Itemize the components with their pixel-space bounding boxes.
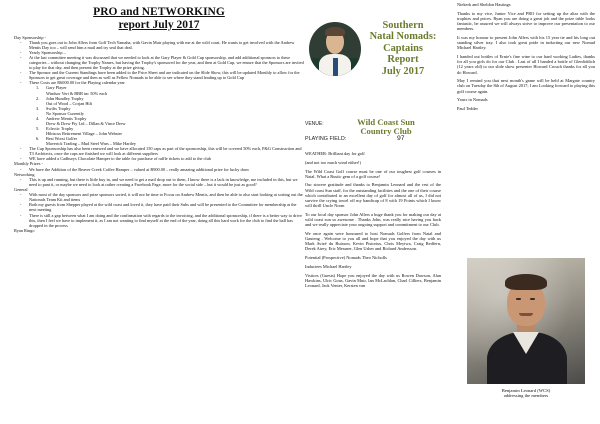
photo-caption — [457, 388, 595, 399]
paragraph: Inductees Michael Hartley — [305, 263, 352, 269]
paragraph: WEATHER: Brilliant day for golf — [305, 151, 365, 156]
pro-networking-report — [14, 6, 304, 420]
paragraph: Yours in Nomads — [457, 97, 488, 103]
report-text-continued — [457, 2, 595, 111]
venue-name-line: Wild Coast Sun — [357, 117, 415, 127]
paragraph: Visitors (Guests) Hope you enjoyed the day with us Rowen Dawson, Alan Hawkins, Ulric Gous, Gavin Muir, Ian McLachlan, Charl Cilliers, Benjamin Leonard, Jack Venter, Kersten van — [305, 272, 441, 288]
trophy-item: 5. Eclectic Trophy Hibiscus Retirement Village – John Webster — [36, 125, 122, 136]
day-sponsorship-section — [14, 35, 304, 161]
report-title — [14, 6, 304, 31]
caption-line: addressing the members — [503, 393, 549, 399]
venue-name-line: Country Club — [360, 126, 412, 137]
paragraph: Our sincere gratitude and thanks to Benjamin Leonard and the rest of the Wild coast Sun staff, for the outstanding facilities and the one of their course which contributed to an excellent day of golf for almost all of us, I did not survive the crying towel off my handicap of 8 with 19 Points which I know will thrill Uncle Norm — [305, 182, 441, 209]
list-item: - With most of the day sponsors and prize sponsors sorted, it will not be time to Focus on Andrew Mentis, and then be able to also start looking at sorting out the Nationals Team Kit and items — [20, 192, 304, 202]
captains-report-heading — [365, 20, 441, 77]
trophy-item: 1. Gary Player Windsor Vert & BBB inc 50% each — [36, 85, 108, 96]
list-item: - This is up and running, but there is little buy in, and we need to get a mail drop out to them, I know there is a lack in knowledge, me included in this, but we need to pant it, or maybe we need to look at rather creating a Facebook Page, more for the social side – but it would be just as good? — [20, 177, 304, 187]
caption-line: Benjamin Leonard (WCS) — [501, 388, 551, 393]
list-item: - The Cup Sponsorship has also been renewed and we have allocated 150 caps as part of the sponsorship, this will be covered 50% each, P&G Construction and T3 Architects, once the caps are finished we will look at different suppliers — [20, 146, 304, 156]
heading-line: Report — [387, 54, 419, 66]
venue-name — [331, 118, 441, 136]
trophy-item: 2. John Hundley Trophy Out of Wood – Corjan Hilt — [36, 95, 93, 106]
playing-field — [305, 136, 443, 142]
signature: Ryan Ringo — [14, 227, 35, 233]
trophy-item: 3. Swifts Trophy No Sponsor Currently — [36, 105, 84, 116]
paragraph: (and not too much wind either!) — [305, 159, 361, 165]
list-item: - These Costs are R6000.00 for the Playing calendar year — [20, 80, 304, 85]
section-heading: General — [14, 187, 28, 193]
networking-section — [14, 172, 304, 187]
list-item: - At the last committee meeting it was discussed that we needed to look at the Gary Player & Gold Cup sponsorship, and add additional sponsors to these categories – without changing the Trophy Names, but having the Trophy's sponsored for the year, and then at Gold Cup, we ensure that the Sponsors are invited to play for that day, and then present the Trophy at the prize giving. — [20, 55, 304, 70]
list-item: - Thank you goes out to John Allers from Golf Tech Yamaha, with Gavin Muir playing with me at the wild coast. He wants to get involved with the Andrew Mentis Day too – will send him a mail and try seal that deal. — [20, 40, 304, 50]
paragraph: Paul Tedder — [457, 106, 478, 112]
paragraph: Thanks to my vice, Junior Vice and PRO for setting up the altar with the trophies and prices. Ryan you are doing a great job and the prize table looks fantastic, be assured we will always strive to improve our presentation to our members. — [457, 10, 595, 32]
general-section — [14, 187, 304, 227]
list-item: - There is still a gap between what I am doing and the confirmation with regards to the invoicing, and the additional sponsorship, if there is a better way to drive this, then I feel we have to implement it, as I am not wanting to find myself at the end of the year, doing all this hard work for the club to find the ball has dropped in the process — [20, 213, 304, 228]
report-title-line1: PRO and NETWORKING — [93, 6, 225, 18]
section-heading: Day Sponsorship - — [14, 35, 46, 40]
paragraph: To our local day sponsor John Allers a huge thank you for making our day at wild coast sun so awesome . Thanks John, was really nice having you back and we really appreciate your ongoing support and commitment to our Club. — [305, 211, 441, 228]
paragraph: We once again were honoured to host Nomads Golfers from Natal and Gauteng . Welcome to you all and hope that you enjoyed the day with us Mark Avizé du Buisson, Kevin Pistorius, Chris Meyiwa, Craig Redfern, Derek Airey, Eric Messner, Glen Usher and Richard Andersson. — [305, 230, 441, 252]
report-body — [14, 35, 304, 233]
captain-portrait-photo — [309, 22, 361, 76]
report-title-line2: report July 2017 — [118, 18, 200, 31]
paragraph: Potential (Prospective) Nomads Theo Nicholls — [305, 255, 387, 261]
list-item: - WE have added a Cadburys Chocolate Hamper to the table for purchase of raffle tickets to add to the club — [20, 156, 304, 161]
heading-line: Natal Nomads: — [369, 31, 437, 43]
section-heading: Networking — [14, 171, 35, 177]
captains-report — [303, 6, 443, 420]
heading-line: July 2017 — [381, 65, 425, 77]
trophy-item: 4. Andrew Mentis Trophy Drew & Drew Pty Ltd – Dillan & Vince Drew — [36, 115, 126, 126]
speaker-photo — [467, 258, 585, 384]
heading-line: Captains — [383, 42, 423, 54]
captains-report-text — [305, 151, 441, 292]
heading-line: Southern — [382, 20, 424, 31]
paragraph: I handed out bottles of Ernie's fine wine to our hard working Ladies, thanks for all you girls do for our Club . Last of all I handed a bottle of Glenfiddich (12 years old) to our slide show presenter Howard Crouch thanks for all you do Howard. — [457, 54, 595, 75]
list-item: - Yearly Sponsorship – — [20, 50, 304, 55]
paragraph: May I remind you that next month's game will be held at Margate country club on Tuesday the 8th of August 2017; I am Looking forward to playing this golf course again. — [457, 78, 595, 94]
paragraph: It was my honour to present John Allers with his 15 year tie and his long out standing silver tray. I also took great pride in inducting our new Nomad Michael Hartley. — [457, 34, 595, 51]
list-item: - We have the Addition of the Beaver Creek Coffee Hamper – valued at R900.00 – really amazing additional prize for lucky draw — [20, 167, 304, 172]
trophy-list — [14, 85, 304, 146]
section-heading: Monthly Prizes - — [14, 161, 43, 167]
paragraph: Niekerk and Sheldon Hastings — [457, 2, 511, 7]
captains-report-continued — [457, 2, 595, 420]
monthly-prizes-section — [14, 161, 304, 171]
list-item: - The Sponsor and the Current Standings have been added to the Price Sheet and are indicated on the Slide Show, this will be updated Monthly to allow for the Sponsors to get great coverage and then as well as Fellow Nomads to be able to see where they stand leading up to Gold Cup — [20, 70, 304, 80]
paragraph: The Wild Coast Golf course must be one of our toughest golf courses in Natal. What a Rustic gem of a golf course! — [305, 168, 441, 179]
list-item: - Both my guests from Shepper played at the wild coast and loved it, they have paid their Subs and will be presented to the Committee for membership at the next meeting — [20, 202, 304, 212]
trophy-item: 6. Best Worst Golfer Maverick Trading – Mud Steel Wars – Mike Hartley — [36, 135, 137, 146]
playing-field-label: PLAYING FIELD: — [305, 136, 347, 142]
playing-field-value: 97 — [397, 135, 405, 142]
venue-label: VENUE: — [305, 121, 324, 127]
